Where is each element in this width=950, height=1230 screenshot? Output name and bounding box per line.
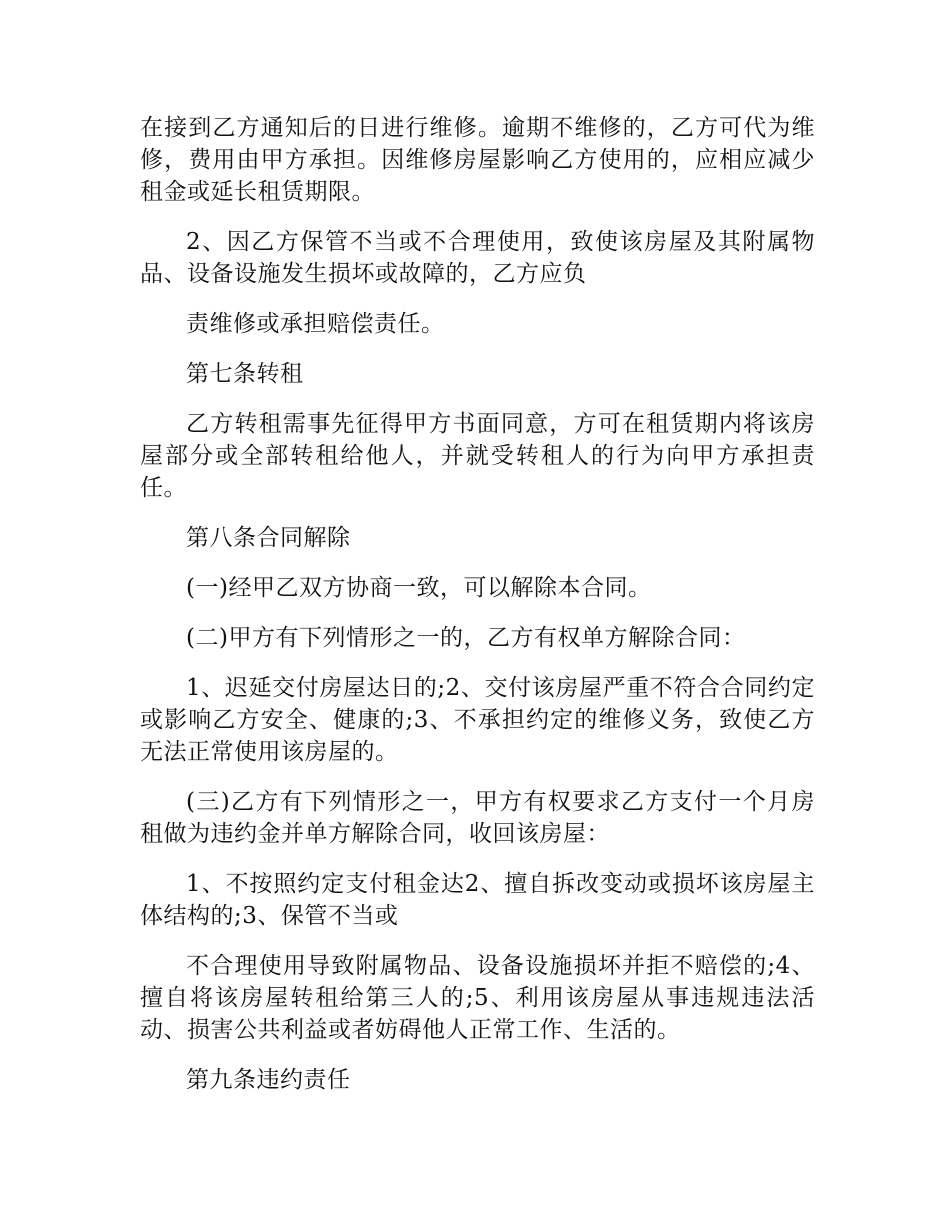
paragraph-repair-liability: 责维修或承担赔偿责任。	[186, 311, 445, 337]
document-page	[140, 112, 815, 1114]
paragraph-sublease-terms: 乙方转租需事先征得甲方书面同意，方可在租赁期内将该房屋部分或全部转租给他人，并就受转租人的行为向甲方承担责任。	[140, 411, 815, 501]
section-heading-sublease: 第七条转租	[186, 361, 304, 387]
section-heading-liability: 第九条违约责任	[186, 1067, 351, 1093]
paragraph-tenant-breaches-part1: 1、不按照约定支付租金达2、擅自拆改变动或损坏该房屋主体结构的;3、保管不当或	[140, 871, 815, 929]
paragraph-termination-by-tenant: (二)甲方有下列情形之一的，乙方有权单方解除合同：	[186, 625, 746, 651]
paragraph-tenant-breaches-part2: 不合理使用导致附属物品、设备设施损坏并拒不赔偿的;4、擅自将该房屋转租给第三人的;5、利用该房屋从事违规违法活动、损害公共利益或者妨碍他人正常工作、生活的。	[140, 953, 815, 1043]
paragraph-landlord-breaches: 1、迟延交付房屋达日的;2、交付该房屋严重不符合合同约定或影响乙方安全、健康的;3、不承担约定的维修义务，致使乙方无法正常使用该房屋的。	[140, 675, 815, 765]
paragraph-termination-mutual: (一)经甲乙双方协商一致，可以解除本合同。	[186, 575, 652, 601]
section-heading-termination: 第八条合同解除	[186, 525, 351, 551]
paragraph-termination-by-landlord: (三)乙方有下列情形之一，甲方有权要求乙方支付一个月房租做为违约金并单方解除合同，收回该房屋：	[140, 789, 815, 847]
paragraph-improper-use: 2、因乙方保管不当或不合理使用，致使该房屋及其附属物品、设备设施发生损坏或故障的，乙方应负	[140, 229, 815, 287]
paragraph-repair-notice: 在接到乙方通知后的日进行维修。逾期不维修的，乙方可代为维修，费用由甲方承担。因维修房屋影响乙方使用的，应相应减少租金或延长租赁期限。	[140, 115, 815, 205]
